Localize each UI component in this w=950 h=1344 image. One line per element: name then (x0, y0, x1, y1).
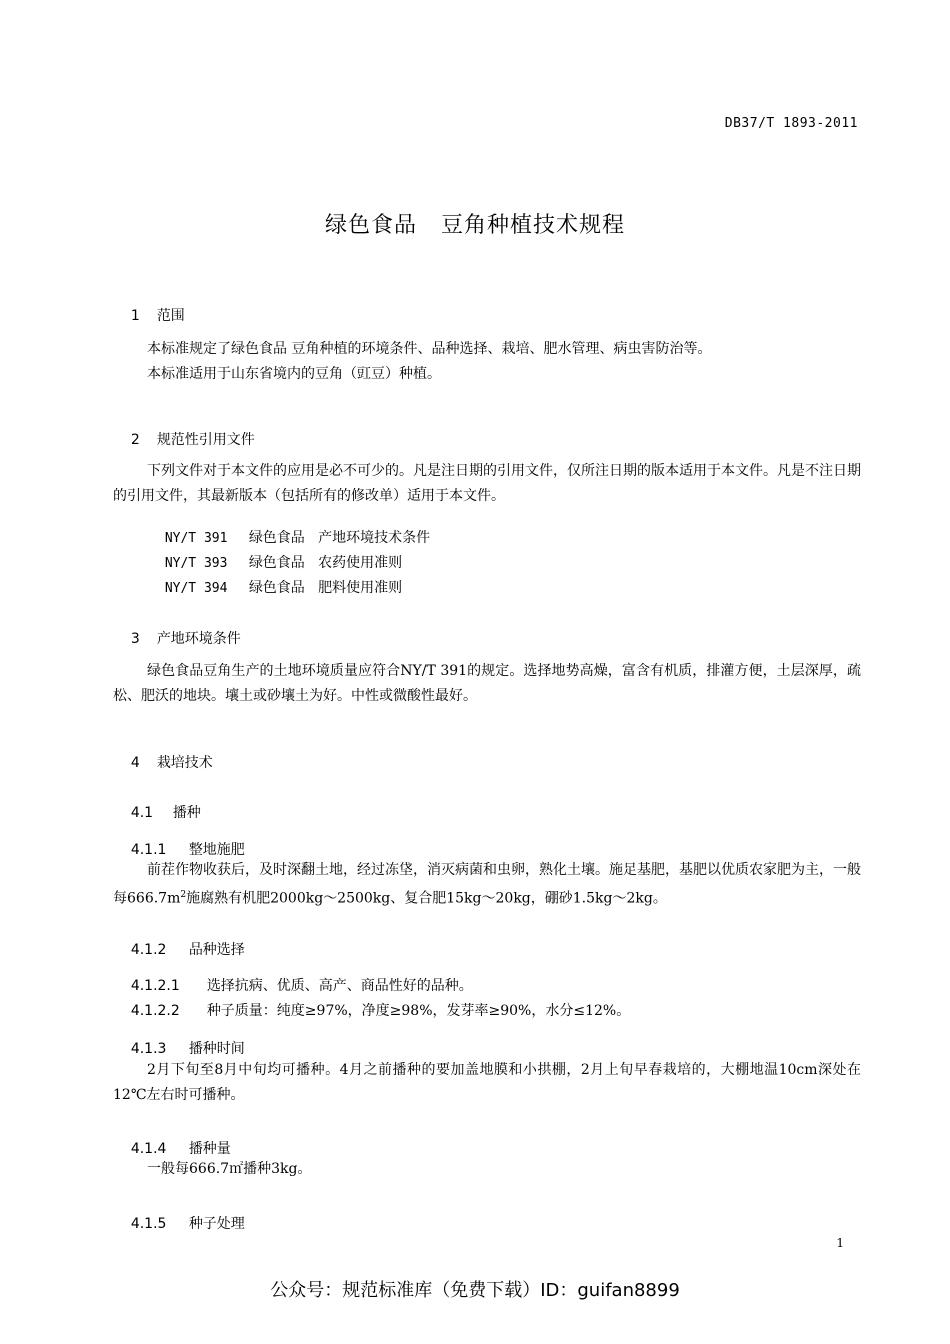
clause-item: 4.1.2.2 种子质量：纯度≥97%，净度≥98%，发芽率≥90%，水分≤12%。 (130, 1003, 631, 1019)
standard-code: DB37/T 1893-2011 (724, 116, 858, 131)
subsection-heading-4-1-2: 4.1.2 品种选择 (130, 942, 245, 958)
page-number: 1 (836, 1236, 844, 1250)
section-title: 规范性引用文件 (156, 432, 255, 448)
section-title: 产地环境条件 (156, 631, 241, 647)
subsection-heading-4-1-1: 4.1.1 整地施肥 (130, 842, 245, 858)
paragraph: 前茬作物收获后，及时深翻土地，经过冻垡，消灭病菌和虫卵，熟化土壤。施足基肥，基肥以优质农家肥为主，一般每$666.7m^2$施腐熟有机肥2000kg～2500kg、复合肥15kg～20kg，硼砂1.5kg～2kg。 (113, 862, 861, 907)
reference-item: NY/T 391 绿色食品 产地环境技术条件 (164, 530, 431, 546)
paragraph: 一般每666.7㎡播种3kg。 (147, 1161, 312, 1177)
paragraph: 本标准规定了绿色食品 豆角种植的环境条件、品种选择、栽培、肥水管理、病虫害防治等。 (147, 341, 712, 357)
section-heading-4: 4 栽培技术 (130, 755, 213, 771)
footer-watermark: 公众号：规范标准库（免费下载）ID：guifan8899 (270, 1280, 680, 1301)
reference-item: NY/T 394 绿色食品 肥料使用准则 (164, 580, 403, 596)
section-title: 栽培技术 (156, 755, 213, 771)
paragraph: 2月下旬至8月中旬均可播种。4月之前播种的要加盖地膜和小拱棚，2月上旬早春栽培的，大棚地温10cm深处在12℃左右时可播种。 (113, 1062, 861, 1103)
clause-item: 4.1.2.1 选择抗病、优质、高产、商品性好的品种。 (130, 978, 473, 994)
paragraph: 本标准适用于山东省境内的豆角（豇豆）种植。 (147, 366, 441, 382)
section-heading-3: 3 产地环境条件 (130, 631, 241, 647)
section-heading-1: 1 范围 (130, 308, 185, 324)
section-title: 范围 (156, 308, 185, 324)
subsection-heading-4-1-4: 4.1.4 播种量 (130, 1141, 231, 1157)
subsection-heading-4-1-3: 4.1.3 播种时间 (130, 1041, 245, 1057)
subsection-heading-4-1-5: 4.1.5 种子处理 (130, 1216, 245, 1232)
document-title: 绿色食品 豆角种植技术规程 (325, 213, 625, 238)
section-heading-2: 2 规范性引用文件 (130, 432, 255, 448)
paragraph: 下列文件对于本文件的应用是必不可少的。凡是注日期的引用文件，仅所注日期的版本适用于本文件。凡是不注日期的引用文件，其最新版本（包括所有的修改单）适用于本文件。 (113, 463, 861, 504)
reference-item: NY/T 393 绿色食品 农药使用准则 (164, 555, 403, 571)
subsection-heading-4-1: 4.1 播种 (130, 805, 201, 821)
paragraph: 绿色食品豆角生产的土地环境质量应符合NY/T 391的规定。选择地势高燥，富含有机质，排灌方便，土层深厚，疏松、肥沃的地块。壤土或砂壤土为好。中性或微酸性最好。 (113, 663, 861, 704)
